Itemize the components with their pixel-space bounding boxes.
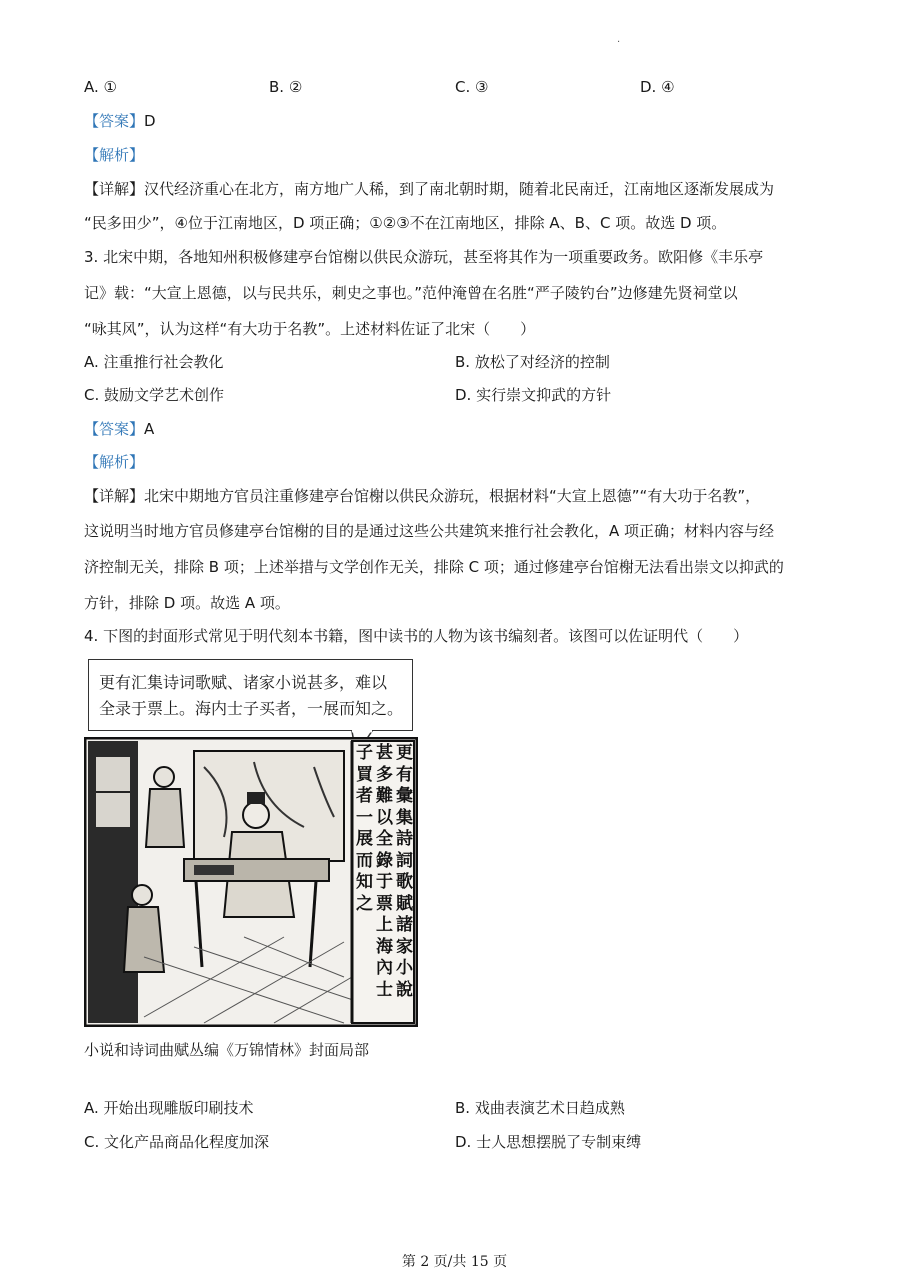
q3-answer <box>84 419 154 439</box>
q3-option-c: C. 鼓励文学艺术创作 <box>84 386 225 404</box>
callout-line2: 全录于票上。海内士子买者，一展而知之。 <box>99 699 404 718</box>
callout-line1: 更有汇集诗词歌赋、诸家小说甚多，难以 <box>99 673 388 692</box>
answer-value: D <box>144 112 156 130</box>
q3-detail-line4: 方针，排除 D 项。故选 A 项。 <box>84 594 290 612</box>
q3-detail-line3: 济控制无关，排除 B 项；上述举措与文学创作无关，排除 C 项；通过修建亭台馆榭无法看出崇文以抑武的 <box>84 558 784 576</box>
figure-caption: 小说和诗词曲赋丛编《万锦情林》封面局部 <box>84 1041 370 1059</box>
q2-option-d: D. ④ <box>640 78 675 96</box>
q4-option-a: A. 开始出现雕版印刷技术 <box>84 1099 254 1117</box>
woodcut-illustration <box>84 737 418 1027</box>
detail-tag: 【详解】 <box>84 180 145 198</box>
answer-value: A <box>144 420 155 438</box>
q3-option-b: B. 放松了对经济的控制 <box>455 353 610 371</box>
q4-option-d: D. 士人思想摆脱了专制束缚 <box>455 1133 642 1151</box>
q3-option-d: D. 实行崇文抑武的方针 <box>455 386 612 404</box>
q3-detail-line1 <box>84 486 760 506</box>
header-mark: . <box>617 34 621 45</box>
q3-analysis-tag: 【解析】 <box>84 453 145 471</box>
q3-detail-line2: 这说明当时地方官员修建亭台馆榭的目的是通过这些公共建筑来推行社会教化，A 项正确；材料内容与经 <box>84 522 775 540</box>
detail-text: 汉代经济重心在北方，南方地广人稀，到了南北朝时期，随着北民南迁，江南地区逐渐发展成为 <box>144 180 775 198</box>
q4-option-b: B. 戏曲表演艺术日趋成熟 <box>455 1099 625 1117</box>
q3-stem-line3: “咏其风”，认为这样“有大功于名教”。上述材料佐证了北宋（ ） <box>84 320 536 338</box>
q2-detail-line2: “民多田少”，④位于江南地区，D 项正确；①②③不在江南地区，排除 A、B、C 项。故选 D 项。 <box>84 214 727 232</box>
q3-stem-line1: 3. 北宋中期，各地知州积极修建亭台馆榭以供民众游玩，甚至将其作为一项重要政务。欧阳修《丰乐亭 <box>84 248 764 266</box>
answer-tag: 【答案】 <box>84 420 145 438</box>
speech-callout <box>88 659 413 731</box>
q2-detail-line1 <box>84 179 774 199</box>
detail-text: 北宋中期地方官员注重修建亭台馆榭以供民众游玩，根据材料“大宣上恩德”“有大功于名教”， <box>144 487 761 505</box>
woodcut-text-col1: 更有彙集詩詞歌賦諸家小說 <box>396 743 413 1000</box>
q2-option-c: C. ③ <box>455 78 489 96</box>
q2-analysis-tag: 【解析】 <box>84 146 145 164</box>
woodcut-text-col2: 甚多難以全錄于票上海內士 <box>376 743 393 1000</box>
q3-stem-line2: 记》载：“大宣上恩德，以与民共乐，刺史之事也。”范仲淹曾在名胜“严子陵钓台”边修建先贤祠堂以 <box>84 284 738 302</box>
q4-option-c: C. 文化产品商品化程度加深 <box>84 1133 270 1151</box>
q3-option-a: A. 注重推行社会教化 <box>84 353 224 371</box>
q2-answer <box>84 111 156 131</box>
q2-option-a: A. ① <box>84 78 117 96</box>
answer-tag: 【答案】 <box>84 112 145 130</box>
page-footer: 第 2 页/共 15 页 <box>401 1254 508 1270</box>
woodcut-text-col3: 子買者一展而知之 <box>356 743 373 914</box>
q4-stem: 4. 下图的封面形式常见于明代刻本书籍，图中读书的人物为该书编刻者。该图可以佐证明代（ ） <box>84 627 749 645</box>
detail-tag: 【详解】 <box>84 487 145 505</box>
q2-option-b: B. ② <box>269 78 303 96</box>
